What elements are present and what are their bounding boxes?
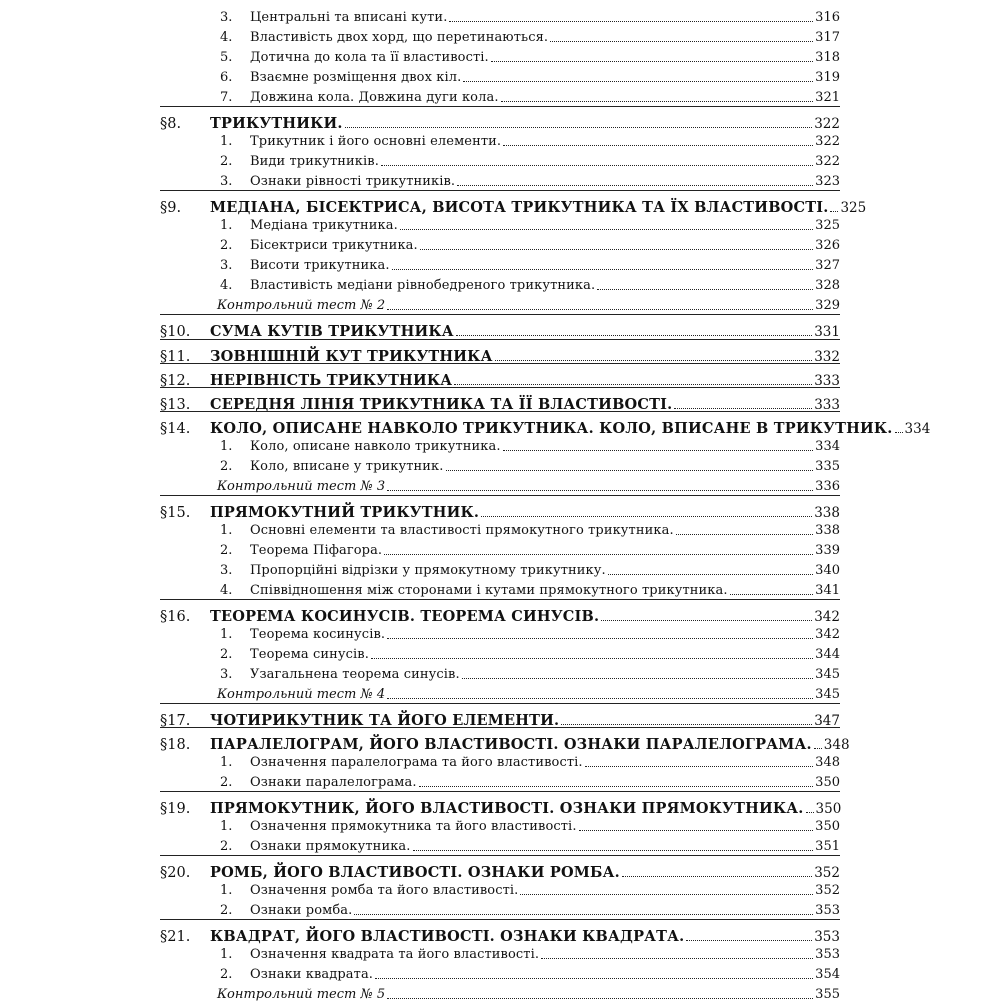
toc-item-row — [160, 559, 840, 579]
toc-page-number: 325 — [840, 200, 867, 216]
toc-title: Бісектриси трикутника. — [250, 238, 418, 253]
toc-item-row — [160, 274, 840, 294]
toc-title: Основні елементи та властивості прямокутного трикутника. — [250, 523, 674, 538]
section-divider — [160, 919, 840, 920]
dot-leader — [392, 269, 814, 270]
dot-leader — [381, 165, 813, 166]
toc-title: Ознаки рівності трикутників. — [250, 174, 456, 189]
toc-title: Ознаки прямокутника. — [250, 839, 411, 854]
dot-leader — [597, 289, 813, 290]
toc-number: 1. — [220, 134, 233, 149]
toc-page-number: 348 — [815, 755, 840, 770]
dot-leader — [622, 876, 812, 877]
toc-number: 4. — [220, 278, 233, 293]
toc-title: Контрольний тест № 4 — [217, 687, 386, 702]
toc-number: §11. — [160, 349, 191, 365]
dot-leader — [446, 470, 814, 471]
dot-leader — [387, 998, 813, 999]
toc-number: 2. — [220, 459, 233, 474]
toc-section-row — [160, 343, 840, 365]
toc-number: 4. — [220, 583, 233, 598]
dot-leader — [387, 490, 813, 491]
toc-number: 6. — [220, 70, 233, 85]
toc-item-row — [160, 150, 840, 170]
toc-page-number: 321 — [815, 90, 840, 105]
toc-number: 2. — [220, 903, 233, 918]
toc-page-number: 355 — [815, 987, 840, 1002]
toc-number: §12. — [160, 373, 191, 389]
toc-number: §10. — [160, 324, 191, 340]
toc-number: 1. — [220, 523, 233, 538]
section-divider — [160, 314, 840, 315]
toc-title: КВАДРАТ, ЙОГО ВЛАСТИВОСТІ. ОЗНАКИ КВАДРАТА. — [210, 928, 685, 945]
toc-title: СЕРЕДНЯ ЛІНІЯ ТРИКУТНИКА ТА ЇЇ ВЛАСТИВОСТІ. — [210, 396, 673, 413]
toc-page-number: 350 — [815, 801, 842, 817]
toc-title: ТРИКУТНИКИ. — [210, 115, 343, 132]
dot-leader — [601, 620, 812, 621]
dot-leader — [449, 21, 813, 22]
toc-section-row — [160, 603, 840, 625]
dot-leader — [503, 145, 813, 146]
dot-leader — [495, 360, 813, 361]
toc-page-number: 345 — [815, 687, 840, 702]
dot-leader — [491, 61, 813, 62]
toc-page-number: 322 — [814, 116, 840, 132]
toc-page-number: 317 — [815, 30, 840, 45]
toc-page-number: 334 — [904, 421, 931, 437]
toc-section-row — [160, 110, 840, 132]
toc-title: Контрольний тест № 2 — [217, 298, 386, 313]
toc-title: Дотична до кола та її властивості. — [250, 50, 489, 65]
toc-number: 1. — [220, 883, 233, 898]
toc-page-number: 353 — [815, 903, 840, 918]
toc-item-row — [160, 771, 840, 791]
toc-section-row — [160, 923, 840, 945]
toc-item-row — [160, 751, 840, 771]
toc-title: Теорема Піфагора. — [250, 543, 383, 558]
toc-item-row — [160, 435, 840, 455]
toc-page-number: 336 — [815, 479, 840, 494]
dot-leader — [384, 554, 813, 555]
toc-section-row — [160, 391, 840, 413]
toc-title: Взаємне розміщення двох кіл. — [250, 70, 462, 85]
dot-leader — [481, 516, 812, 517]
toc-number: 3. — [220, 174, 233, 189]
toc-number: 2. — [220, 839, 233, 854]
toc-number: §14. — [160, 421, 191, 437]
toc-page-number: 323 — [815, 174, 840, 189]
toc-page-number: 326 — [815, 238, 840, 253]
toc-title: Теорема косинусів. — [250, 627, 386, 642]
toc-title: Коло, вписане у трикутник. — [250, 459, 444, 474]
toc-page-number: 341 — [815, 583, 840, 598]
toc-page-number: 339 — [815, 543, 840, 558]
section-divider — [160, 495, 840, 496]
toc-page-number: 325 — [815, 218, 840, 233]
toc-test-row — [160, 475, 840, 495]
toc-page-number: 316 — [815, 10, 840, 25]
toc-title: Пропорційні відрізки у прямокутному трикутнику. — [250, 563, 606, 578]
toc-test-row — [160, 983, 840, 1003]
dot-leader — [830, 211, 838, 212]
dot-leader — [501, 101, 814, 102]
toc-item-row — [160, 254, 840, 274]
toc-page-number: 322 — [815, 154, 840, 169]
toc-item-row — [160, 6, 840, 26]
toc-title: ПРЯМОКУТНИЙ ТРИКУТНИК. — [210, 504, 480, 521]
toc-page-number: 331 — [814, 324, 840, 340]
toc-item-row — [160, 234, 840, 254]
toc-item-row — [160, 170, 840, 190]
toc-number: 2. — [220, 967, 233, 982]
toc-item-row — [160, 835, 840, 855]
dot-leader — [387, 698, 813, 699]
dot-leader — [419, 786, 814, 787]
dot-leader — [676, 534, 813, 535]
toc-page-number: 353 — [815, 947, 840, 962]
toc-item-row — [160, 943, 840, 963]
toc-title: Центральні та вписані кути. — [250, 10, 448, 25]
dot-leader — [400, 229, 813, 230]
toc-title: Властивість двох хорд, що перетинаються. — [250, 30, 549, 45]
toc-page-number: 342 — [814, 609, 840, 625]
toc-item-row — [160, 519, 840, 539]
dot-leader — [387, 638, 813, 639]
toc-page-number: 348 — [823, 737, 850, 753]
toc-number: 4. — [220, 30, 233, 45]
toc-item-row — [160, 66, 840, 86]
dot-leader — [375, 978, 813, 979]
toc-title: Довжина кола. Довжина дуги кола. — [250, 90, 499, 105]
toc-item-row — [160, 963, 840, 983]
toc-title: МЕДІАНА, БІСЕКТРИСА, ВИСОТА ТРИКУТНИКА ТА ЇХ ВЛАСТИВОСТІ. — [210, 199, 829, 216]
toc-page-number: 352 — [815, 883, 840, 898]
dot-leader — [456, 335, 812, 336]
dot-leader — [608, 574, 813, 575]
toc-number: 2. — [220, 647, 233, 662]
toc-test-row — [160, 683, 840, 703]
dot-leader — [354, 914, 813, 915]
toc-number: §17. — [160, 713, 191, 729]
toc-item-row — [160, 130, 840, 150]
toc-item-row — [160, 26, 840, 46]
toc-page-number: 335 — [815, 459, 840, 474]
dot-leader — [674, 408, 812, 409]
toc-page-number: 319 — [815, 70, 840, 85]
dot-leader — [561, 724, 812, 725]
dot-leader — [454, 384, 812, 385]
toc-title: Ознаки квадрата. — [250, 967, 374, 982]
toc-page-number: 350 — [815, 819, 840, 834]
toc-section-row — [160, 795, 840, 817]
toc-page-number: 352 — [814, 865, 840, 881]
toc-title: Ознаки паралелограма. — [250, 775, 417, 790]
toc-number: 3. — [220, 10, 233, 25]
toc-page-number: 327 — [815, 258, 840, 273]
toc-number: 1. — [220, 439, 233, 454]
toc-title: Співвідношення між сторонами і кутами прямокутного трикутника. — [250, 583, 728, 598]
toc-title: НЕРІВНІСТЬ ТРИКУТНИКА — [210, 372, 453, 389]
toc-title: Означення паралелограма та його властивості. — [250, 755, 583, 770]
dot-leader — [462, 678, 813, 679]
toc-number: 1. — [220, 755, 233, 770]
toc-number: §13. — [160, 397, 191, 413]
toc-section-row — [160, 194, 867, 216]
toc-item-row — [160, 86, 840, 106]
toc-page-number: 332 — [814, 349, 840, 365]
dot-leader — [806, 812, 814, 813]
toc-section-row — [160, 367, 840, 389]
toc-page-number: 333 — [814, 397, 840, 413]
toc-number: 2. — [220, 154, 233, 169]
toc-title: Трикутник і його основні елементи. — [250, 134, 502, 149]
toc-page-number: 353 — [814, 929, 840, 945]
toc-number: 7. — [220, 90, 233, 105]
dot-leader — [895, 432, 903, 433]
section-divider — [160, 791, 840, 792]
toc-item-row — [160, 455, 840, 475]
section-divider — [160, 190, 840, 191]
toc-number: §18. — [160, 737, 191, 753]
toc-title: Узагальнена теорема синусів. — [250, 667, 460, 682]
dot-leader — [457, 185, 813, 186]
toc-page-number: 347 — [814, 713, 840, 729]
toc-number: 5. — [220, 50, 233, 65]
toc-number: §16. — [160, 609, 191, 625]
toc-number: 3. — [220, 258, 233, 273]
dot-leader — [730, 594, 814, 595]
section-divider — [160, 599, 840, 600]
toc-page-number: 340 — [815, 563, 840, 578]
toc-page-number: 350 — [815, 775, 840, 790]
toc-section-row — [160, 731, 850, 753]
toc-title: Ознаки ромба. — [250, 903, 353, 918]
toc-item-row — [160, 539, 840, 559]
toc-title: ЧОТИРИКУТНИК ТА ЙОГО ЕЛЕМЕНТИ. — [210, 712, 560, 729]
toc-page-number: 338 — [815, 523, 840, 538]
toc-title: КОЛО, ОПИСАНЕ НАВКОЛО ТРИКУТНИКА. КОЛО, ВПИСАНЕ В ТРИКУТНИК. — [210, 420, 893, 437]
toc-title: Коло, описане навколо трикутника. — [250, 439, 501, 454]
toc-title: Теорема синусів. — [250, 647, 369, 662]
dot-leader — [550, 41, 813, 42]
toc-page-number: 345 — [815, 667, 840, 682]
toc-page-number: 329 — [815, 298, 840, 313]
dot-leader — [579, 830, 814, 831]
toc-number: 1. — [220, 947, 233, 962]
toc-item-row — [160, 579, 840, 599]
toc-title: ЗОВНІШНІЙ КУТ ТРИКУТНИКА — [210, 348, 493, 365]
dot-leader — [420, 249, 813, 250]
toc-number: 1. — [220, 627, 233, 642]
toc-section-row — [160, 707, 840, 729]
toc-section-row — [160, 859, 840, 881]
toc-title: Означення прямокутника та його властивості. — [250, 819, 577, 834]
toc-number: 3. — [220, 667, 233, 682]
section-divider — [160, 703, 840, 704]
toc-number: §15. — [160, 505, 191, 521]
toc-item-row — [160, 214, 840, 234]
toc-number: 2. — [220, 238, 233, 253]
toc-title: ТЕОРЕМА КОСИНУСІВ. ТЕОРЕМА СИНУСІВ. — [210, 608, 600, 625]
toc-title: Контрольний тест № 3 — [217, 479, 386, 494]
dot-leader — [520, 894, 813, 895]
toc-title: Медіана трикутника. — [250, 218, 398, 233]
dot-leader — [345, 127, 813, 128]
toc-number: 1. — [220, 218, 233, 233]
toc-title: СУМА КУТІВ ТРИКУТНИКА — [210, 323, 454, 340]
toc-title: Види трикутників. — [250, 154, 379, 169]
dot-leader — [686, 940, 812, 941]
toc-title: Висоти трикутника. — [250, 258, 390, 273]
toc-page-number: 338 — [814, 505, 840, 521]
toc-page-number: 322 — [815, 134, 840, 149]
toc-number: §20. — [160, 865, 191, 881]
section-divider — [160, 855, 840, 856]
toc-page-number: 318 — [815, 50, 840, 65]
toc-number: 1. — [220, 819, 233, 834]
toc-page-number: 351 — [815, 839, 840, 854]
toc-page-number: 334 — [815, 439, 840, 454]
toc-item-row — [160, 46, 840, 66]
toc-number: 2. — [220, 543, 233, 558]
section-divider — [160, 106, 840, 107]
toc-title: Властивість медіани рівнобедреного трикутника. — [250, 278, 596, 293]
dot-leader — [413, 850, 814, 851]
toc-title: РОМБ, ЙОГО ВЛАСТИВОСТІ. ОЗНАКИ РОМБА. — [210, 864, 620, 881]
dot-leader — [387, 309, 813, 310]
toc-item-row — [160, 899, 840, 919]
toc-number: §9. — [160, 200, 182, 216]
toc-number: §21. — [160, 929, 191, 945]
toc-page-number: 344 — [815, 647, 840, 662]
toc-title: Означення ромба та його властивості. — [250, 883, 519, 898]
toc-section-row — [160, 415, 931, 437]
toc-section-row — [160, 318, 840, 340]
toc-page-number: 328 — [815, 278, 840, 293]
toc-item-row — [160, 623, 840, 643]
dot-leader — [503, 450, 814, 451]
toc-item-row — [160, 643, 840, 663]
dot-leader — [371, 658, 813, 659]
toc-test-row — [160, 294, 840, 314]
dot-leader — [463, 81, 813, 82]
toc-page-number: 342 — [815, 627, 840, 642]
toc-item-row — [160, 663, 840, 683]
toc-title: Означення квадрата та його властивості. — [250, 947, 540, 962]
dot-leader — [541, 958, 813, 959]
toc-title: ПРЯМОКУТНИК, ЙОГО ВЛАСТИВОСТІ. ОЗНАКИ ПРЯМОКУТНИКА. — [210, 800, 804, 817]
toc-number: §8. — [160, 116, 182, 132]
toc-title: Контрольний тест № 5 — [217, 987, 386, 1002]
toc-item-row — [160, 879, 840, 899]
toc-page-number: 354 — [815, 967, 840, 982]
toc-number: 3. — [220, 563, 233, 578]
toc-number: §19. — [160, 801, 191, 817]
toc-section-row — [160, 499, 840, 521]
dot-leader — [585, 766, 814, 767]
toc-page-number: 333 — [814, 373, 840, 389]
toc-number: 2. — [220, 775, 233, 790]
toc-title: ПАРАЛЕЛОГРАМ, ЙОГО ВЛАСТИВОСТІ. ОЗНАКИ ПАРАЛЕЛОГРАМА. — [210, 736, 812, 753]
toc-item-row — [160, 815, 840, 835]
dot-leader — [814, 748, 822, 749]
